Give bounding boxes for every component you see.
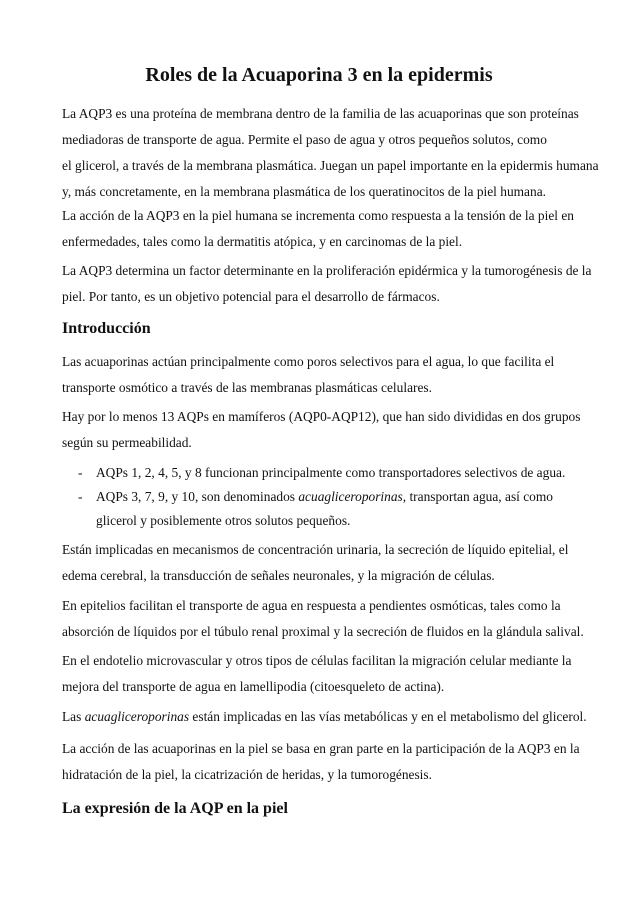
list-item-continuation: glicerol y posiblemente otros solutos pequeños. bbox=[96, 513, 351, 528]
list-item-text: , transportan agua, así como bbox=[402, 489, 553, 504]
text-line: y, más concretamente, en la membrana plasmática de los queratinocitos de la piel humana. bbox=[62, 184, 546, 199]
list-item-emphasis: acuagliceroporinas bbox=[298, 489, 403, 504]
text-line: piel. Por tanto, es un objetivo potencial para el desarrollo de fármacos. bbox=[62, 289, 440, 304]
text-line: La acción de las acuaporinas en la piel se basa en gran parte en la participación de la AQP3 en la bbox=[62, 741, 580, 756]
text-line: La AQP3 determina un factor determinante en la proliferación epidérmica y la tumorogénesis de la bbox=[62, 263, 592, 278]
text-line: Hay por lo menos 13 AQPs en mamíferos (AQP0-AQP12), que han sido divididas en dos grupos bbox=[62, 409, 581, 424]
paragraph-aqp3-factor bbox=[62, 258, 592, 310]
text-segment: Las bbox=[62, 709, 85, 724]
text-line: según su permeabilidad. bbox=[62, 435, 192, 450]
list-item bbox=[96, 484, 553, 510]
text-line: La acción de la AQP3 en la piel humana se incrementa como respuesta a la tensión de la piel en bbox=[62, 208, 575, 223]
page-title: Roles de la Acuaporina 3 en la epidermis bbox=[145, 64, 493, 86]
text-line: En el endotelio microvascular y otros tipos de células facilitan la migración celular mediante la bbox=[62, 653, 572, 668]
text-line: En epitelios facilitan el transporte de agua en respuesta a pendientes osmóticas, tales como la bbox=[62, 598, 561, 613]
text-line: La AQP3 es una proteína de membrana dentro de la familia de las acuaporinas que son proteínas bbox=[62, 106, 579, 121]
text-line: el glicerol, a través de la membrana plasmática. Juegan un papel importante en la epidermis humana bbox=[62, 158, 599, 173]
paragraph-aqps-mamiferos bbox=[62, 404, 582, 456]
text-line: transporte osmótico a través de las membranas plasmáticas celulares. bbox=[62, 380, 432, 395]
text-line: Están implicadas en mecanismos de concentración urinaria, la secreción de líquido epitelial, el bbox=[62, 542, 569, 557]
section-heading-introduccion: Introducción bbox=[62, 320, 151, 337]
list-bullet: - bbox=[78, 489, 83, 504]
paragraph-endotelio bbox=[62, 648, 582, 700]
paragraph-mecanismos bbox=[62, 537, 582, 589]
paragraph-epitelios bbox=[62, 593, 582, 645]
text-emphasis: acuagliceroporinas bbox=[84, 709, 190, 724]
paragraph-acuagliceroporinas bbox=[62, 704, 587, 730]
text-line: absorción de líquidos por el túbulo renal proximal y la secreción de fluidos en la glándula salival. bbox=[62, 624, 584, 639]
text-line: mejora del transporte de agua en lamellipodia (citoesqueleto de actina). bbox=[62, 679, 445, 694]
text-line bbox=[62, 704, 587, 730]
paragraph-aqp3-intro bbox=[62, 101, 599, 205]
paragraph-aqp3-action bbox=[62, 203, 582, 255]
text-line: mediadoras de transporte de agua. Permite el paso de agua y otros pequeños solutos, como bbox=[62, 132, 547, 147]
text-line: hidratación de la piel, la cicatrización de heridas, y la tumorogénesis. bbox=[62, 767, 432, 782]
paragraph-acuaporinas-poros bbox=[62, 349, 582, 401]
text-line: enfermedades, tales como la dermatitis atópica, y en carcinomas de la piel. bbox=[62, 234, 463, 249]
paragraph-accion-acuaporinas bbox=[62, 736, 582, 788]
list-item-text: AQPs 3, 7, 9, y 10, son denominados bbox=[96, 489, 299, 504]
text-segment: están implicadas en las vías metabólicas y en el metabolismo del glicerol. bbox=[189, 709, 587, 724]
list-bullet: - bbox=[78, 465, 83, 480]
text-line: edema cerebral, la transducción de señales neuronales, y la migración de células. bbox=[62, 568, 495, 583]
list-item: AQPs 1, 2, 4, 5, y 8 funcionan principalmente como transportadores selectivos de agua. bbox=[96, 465, 566, 480]
text-line: Las acuaporinas actúan principalmente como poros selectivos para el agua, lo que facilita el bbox=[62, 354, 555, 369]
section-heading-expresion: La expresión de la AQP en la piel bbox=[62, 800, 288, 817]
